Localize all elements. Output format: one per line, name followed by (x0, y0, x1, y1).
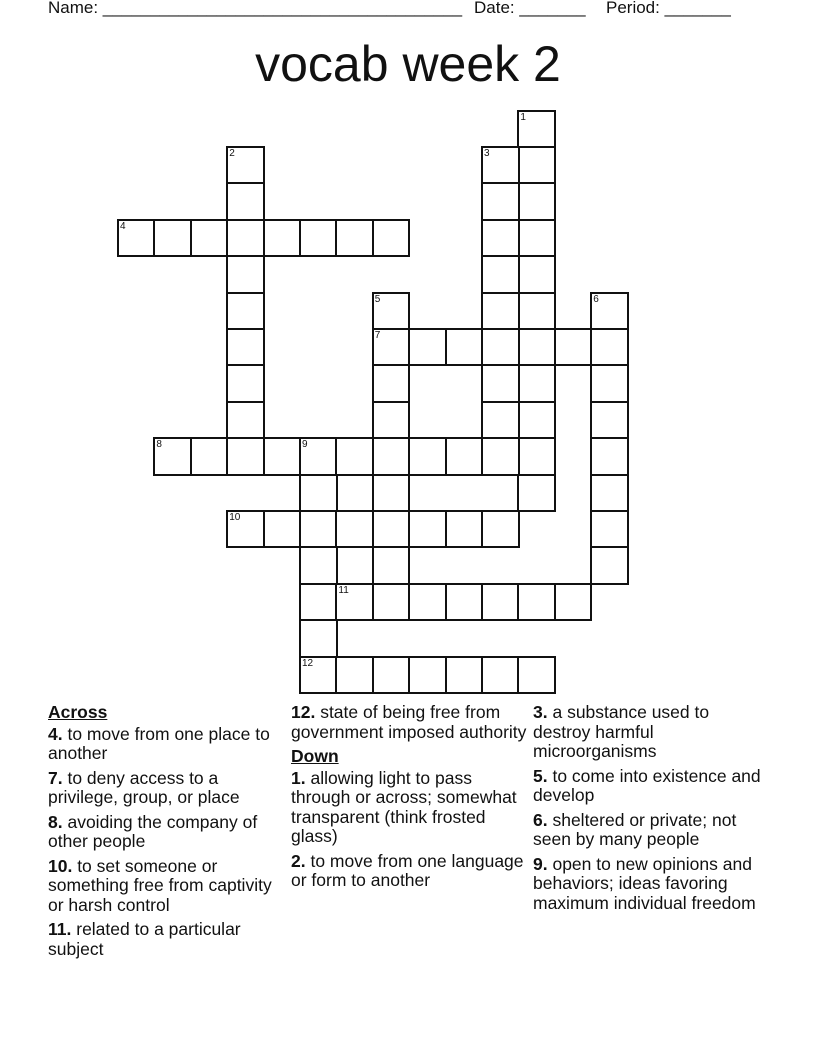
crossword-cell[interactable] (445, 328, 484, 367)
crossword-cell[interactable] (299, 219, 338, 258)
crossword-cell[interactable] (590, 546, 629, 585)
cell-number: 7 (374, 329, 381, 341)
crossword-cell[interactable] (481, 510, 520, 549)
crossword-cell[interactable] (517, 292, 556, 331)
crossword-cell[interactable] (590, 364, 629, 403)
crossword-cell[interactable] (299, 510, 338, 549)
crossword-cell[interactable] (408, 510, 447, 549)
crossword-cell[interactable] (445, 437, 484, 476)
cell-number: 8 (156, 439, 162, 451)
crossword-cell[interactable] (372, 328, 411, 367)
crossword-cell[interactable] (590, 401, 629, 440)
crossword-cell[interactable] (335, 656, 374, 695)
crossword-cell[interactable] (372, 510, 411, 549)
crossword-cell[interactable] (481, 255, 520, 294)
crossword-cell[interactable] (299, 656, 338, 695)
crossword-cell[interactable] (226, 401, 265, 440)
crossword-cell[interactable] (481, 292, 520, 331)
crossword-cell[interactable] (481, 437, 520, 476)
crossword-cell[interactable] (299, 474, 338, 513)
crossword-cell[interactable] (299, 546, 338, 585)
crossword-cell[interactable] (226, 146, 265, 185)
crossword-cell[interactable] (117, 219, 156, 258)
crossword-cell[interactable] (372, 474, 411, 513)
crossword-cell[interactable] (372, 546, 411, 585)
date-field-label: Date: _______ (474, 0, 586, 17)
crossword-cell[interactable] (590, 474, 629, 513)
crossword-cell[interactable] (408, 437, 447, 476)
crossword-cell[interactable] (517, 656, 556, 695)
clue-down-6: 6. sheltered or private; not seen by many people (533, 809, 737, 849)
cell-number: 3 (484, 147, 490, 159)
crossword-cell[interactable] (299, 437, 338, 476)
crossword-cell[interactable] (372, 219, 411, 258)
crossword-cell[interactable] (517, 255, 556, 294)
crossword-cell[interactable] (372, 364, 411, 403)
crossword-cell[interactable] (517, 364, 556, 403)
crossword-cell[interactable] (481, 328, 520, 367)
cell-number: 12 (302, 657, 314, 669)
crossword-cell[interactable] (517, 146, 556, 185)
crossword-cell[interactable] (335, 437, 374, 476)
crossword-cell[interactable] (226, 510, 265, 549)
crossword-cell[interactable] (372, 656, 411, 695)
name-field-label: Name: ______________________________________ (48, 0, 463, 17)
clue-column-3 (533, 703, 769, 918)
crossword-cell[interactable] (554, 583, 593, 622)
clue-column-1 (48, 703, 284, 964)
crossword-cell[interactable] (590, 510, 629, 549)
crossword-cell[interactable] (481, 182, 520, 221)
clue-across-11: 11. related to a particular subject (48, 919, 241, 959)
crossword-cell[interactable] (408, 328, 447, 367)
cell-number: 6 (593, 293, 599, 305)
crossword-cell[interactable] (517, 182, 556, 221)
crossword-cell[interactable] (226, 328, 265, 367)
crossword-cell[interactable] (372, 292, 411, 331)
crossword-cell[interactable] (226, 219, 265, 258)
crossword-cell[interactable] (408, 656, 447, 695)
cell-number: 2 (229, 147, 235, 159)
crossword-cell[interactable] (263, 437, 302, 476)
crossword-cell[interactable] (299, 619, 338, 658)
clue-across-7: 7. to deny access to a privilege, group, or place (48, 767, 240, 807)
crossword-cell[interactable] (372, 437, 411, 476)
cell-number: 1 (520, 111, 526, 123)
crossword-cell[interactable] (335, 583, 374, 622)
clue-down-3: 3. a substance used to destroy harmful microorganisms (533, 702, 710, 761)
crossword-cell[interactable] (190, 437, 229, 476)
crossword-cell[interactable] (481, 146, 520, 185)
crossword-cell[interactable] (190, 219, 229, 258)
crossword-cell[interactable] (481, 401, 520, 440)
crossword-cell[interactable] (445, 656, 484, 695)
crossword-cell[interactable] (554, 328, 593, 367)
down-heading: Down (291, 746, 339, 766)
crossword-cell[interactable] (445, 510, 484, 549)
crossword-cell[interactable] (335, 510, 374, 549)
crossword-cell[interactable] (226, 437, 265, 476)
puzzle-title: vocab week 2 (255, 36, 561, 92)
clue-down-9: 9. open to new opinions and behaviors; ideas favoring maximum individual freedom (533, 853, 756, 913)
clue-across-12: 12. state of being free from government imposed authority (291, 702, 527, 742)
crossword-cell[interactable] (481, 364, 520, 403)
crossword-cell[interactable] (517, 437, 556, 476)
clue-across-10: 10. to set someone or something free from captivity or harsh control (48, 855, 272, 915)
crossword-cell[interactable] (372, 401, 411, 440)
crossword-cell[interactable] (299, 583, 338, 622)
crossword-cell[interactable] (481, 219, 520, 258)
crossword-cell[interactable] (481, 656, 520, 695)
clue-across-8: 8. avoiding the company of other people (48, 811, 258, 851)
crossword-cell[interactable] (481, 583, 520, 622)
clue-down-2: 2. to move from one language or form to another (291, 850, 524, 890)
clue-across-4: 4. to move from one place to another (48, 723, 270, 763)
crossword-cell[interactable] (153, 437, 192, 476)
crossword-cell[interactable] (263, 510, 302, 549)
period-field-label: Period: _______ (606, 0, 731, 17)
crossword-cell[interactable] (372, 583, 411, 622)
clue-down-5: 5. to come into existence and develop (533, 765, 761, 805)
crossword-cell[interactable] (590, 437, 629, 476)
clue-column-2 (291, 703, 527, 896)
crossword-cell[interactable] (408, 583, 447, 622)
crossword-cell[interactable] (226, 182, 265, 221)
cell-number: 11 (338, 584, 349, 596)
crossword-cell[interactable] (517, 583, 556, 622)
cell-number: 10 (229, 511, 241, 523)
crossword-cell[interactable] (517, 110, 556, 149)
crossword-cell[interactable] (335, 219, 374, 258)
crossword-cell[interactable] (226, 292, 265, 331)
crossword-cell[interactable] (590, 292, 629, 331)
clue-down-1: 1. allowing light to pass through or across; somewhat transparent (think frosted glass) (291, 767, 517, 846)
crossword-cell[interactable] (153, 219, 192, 258)
crossword-cell[interactable] (445, 583, 484, 622)
cell-number: 5 (374, 293, 381, 305)
crossword-cell[interactable] (590, 328, 629, 367)
crossword-cell[interactable] (517, 474, 556, 513)
crossword-cell[interactable] (263, 219, 302, 258)
crossword-cell[interactable] (517, 328, 556, 367)
across-heading: Across (48, 702, 108, 722)
crossword-cell[interactable] (517, 219, 556, 258)
crossword-cell[interactable] (226, 364, 265, 403)
cell-number: 4 (120, 220, 126, 232)
crossword-cell[interactable] (226, 255, 265, 294)
cell-number: 9 (302, 439, 308, 451)
crossword-cell[interactable] (517, 401, 556, 440)
